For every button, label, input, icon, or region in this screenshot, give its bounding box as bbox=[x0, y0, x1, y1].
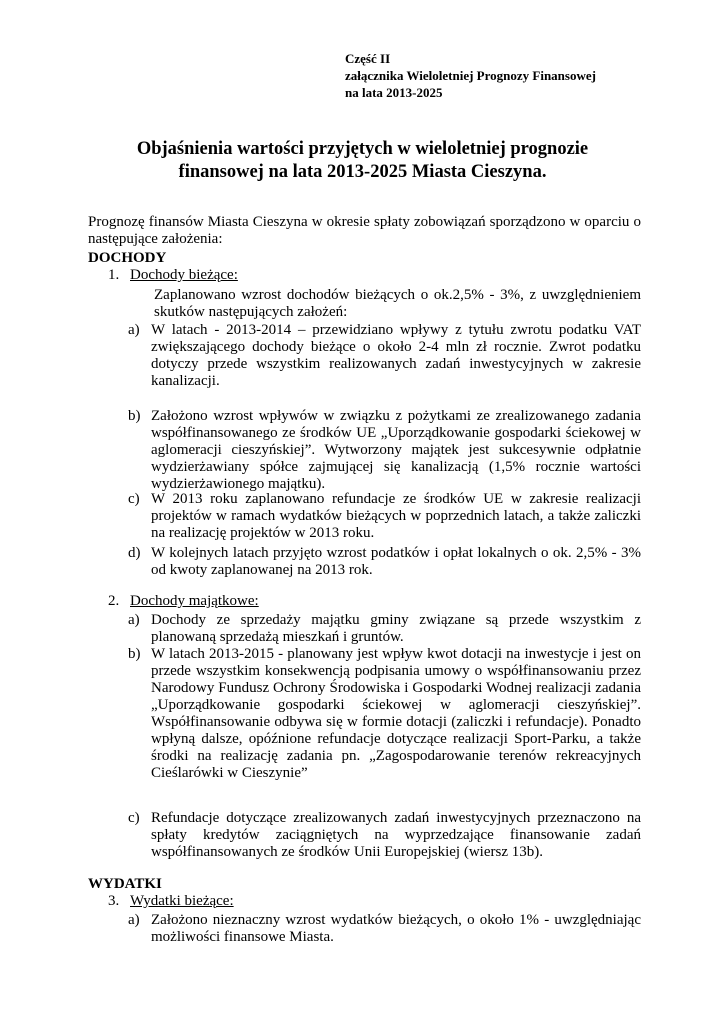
header-annex: załącznika Wieloletniej Prognozy Finansowej bbox=[345, 68, 596, 83]
item-text: W latach 2013-2015 - planowany jest wpływ kwot dotacji na inwestycje i jest on przede wszystkim konsekwencją podpisania umowy o współfinansowaniu przez Narodowy Fundusz Ochrony Środowiska i Gospodarki Wodnej realizacji zadania „Uporządkowanie gospodarki ściekowej w aglomeracji cieszyńskiej”. Współfinansowanie odbywa się w formie dotacji (zaliczki i refundacje). Ponadto wpłyną dalsze, opóźnione refundacje dotyczące realizacji Sport-Parku, a także środki na realizację zadania pn. „Zagospodarowanie terenów rekreacyjnych Cieślarówki w Cieszynie” bbox=[151, 646, 641, 781]
item-marker: a) bbox=[128, 612, 140, 628]
dochody-biezace-intro: Zaplanowano wzrost dochodów bieżących o ok.2,5% - 3%, z uwzględnieniem skutków następujących założeń: bbox=[154, 287, 641, 320]
item-text: W latach - 2013-2014 – przewidziano wpływy z tytułu zwrotu podatku VAT zwiększającego dochody bieżące o około 2-4 mln zł rocznie. Zwrot podatku dotyczy przede wszystkim realizowanych zadań inwestycyjnych w zakresie kanalizacji. bbox=[151, 322, 641, 389]
header-years: na lata 2013-2025 bbox=[345, 85, 443, 100]
item-marker: b) bbox=[128, 408, 141, 424]
item-marker: d) bbox=[128, 545, 141, 561]
heading-number: 1. bbox=[108, 267, 120, 283]
item-text: Założono wzrost wpływów w związku z pożytkami ze zrealizowanego zadania współfinansowanego ze środków UE „Uporządkowanie gospodarki ściekowej w aglomeracji cieszyńskiej”. Wytworzony majątek jest sukcesywnie odpłatnie wydzierżawiany spółce zajmującej się kanalizacją (1,5% rocznie wartości wydzierżawionego majątku). bbox=[151, 408, 641, 492]
heading-label: Dochody majątkowe: bbox=[130, 593, 259, 609]
item-text: Refundacje dotyczące zrealizowanych zadań inwestycyjnych przeznaczono na spłaty kredytów zaciągniętych na wyprzedzające finansowanie zadań współfinansowanych ze środków Unii Europejskiej (wiersz 13b). bbox=[151, 810, 641, 860]
item-text: W kolejnych latach przyjęto wzrost podatków i opłat lokalnych o ok. 2,5% - 3% od kwoty zaplanowanej na 2013 rok. bbox=[151, 545, 641, 578]
header-part: Część II bbox=[345, 51, 391, 66]
heading-dochody-majatkowe bbox=[108, 593, 259, 610]
item-marker: a) bbox=[128, 912, 140, 928]
section-title-wydatki: WYDATKI bbox=[88, 876, 162, 892]
heading-number: 2. bbox=[108, 593, 120, 609]
heading-dochody-biezace bbox=[108, 267, 238, 284]
item-marker: a) bbox=[128, 322, 140, 338]
title-line-1: Objaśnienia wartości przyjętych w wieloletniej prognozie bbox=[136, 139, 589, 159]
item-marker: c) bbox=[128, 491, 140, 507]
title-line-2: finansowej na lata 2013-2025 Miasta Cieszyna. bbox=[178, 162, 547, 182]
section-title-dochody: DOCHODY bbox=[88, 250, 167, 266]
document-header bbox=[345, 50, 596, 101]
heading-label: Wydatki bieżące: bbox=[130, 893, 234, 909]
item-text: W 2013 roku zaplanowano refundacje ze środków UE w zakresie realizacji projektów w ramach wydatków bieżących w poprzednich latach, a także zaliczki na realizację projektów w 2013 roku. bbox=[151, 491, 641, 541]
heading-wydatki-biezace bbox=[108, 893, 234, 910]
heading-number: 3. bbox=[108, 893, 120, 909]
heading-label: Dochody bieżące: bbox=[130, 267, 238, 283]
item-marker: c) bbox=[128, 810, 140, 826]
intro-paragraph: Prognozę finansów Miasta Cieszyna w okresie spłaty zobowiązań sporządzono w oparciu o następujące założenia: bbox=[88, 214, 641, 247]
item-text: Założono nieznaczny wzrost wydatków bieżących, o około 1% - uwzględniając możliwości finansowe Miasta. bbox=[151, 912, 641, 945]
item-marker: b) bbox=[128, 646, 141, 662]
document-title bbox=[60, 138, 665, 184]
item-text: Dochody ze sprzedaży majątku gminy związane są przede wszystkim z planowaną sprzedażą mieszkań i gruntów. bbox=[151, 612, 641, 645]
